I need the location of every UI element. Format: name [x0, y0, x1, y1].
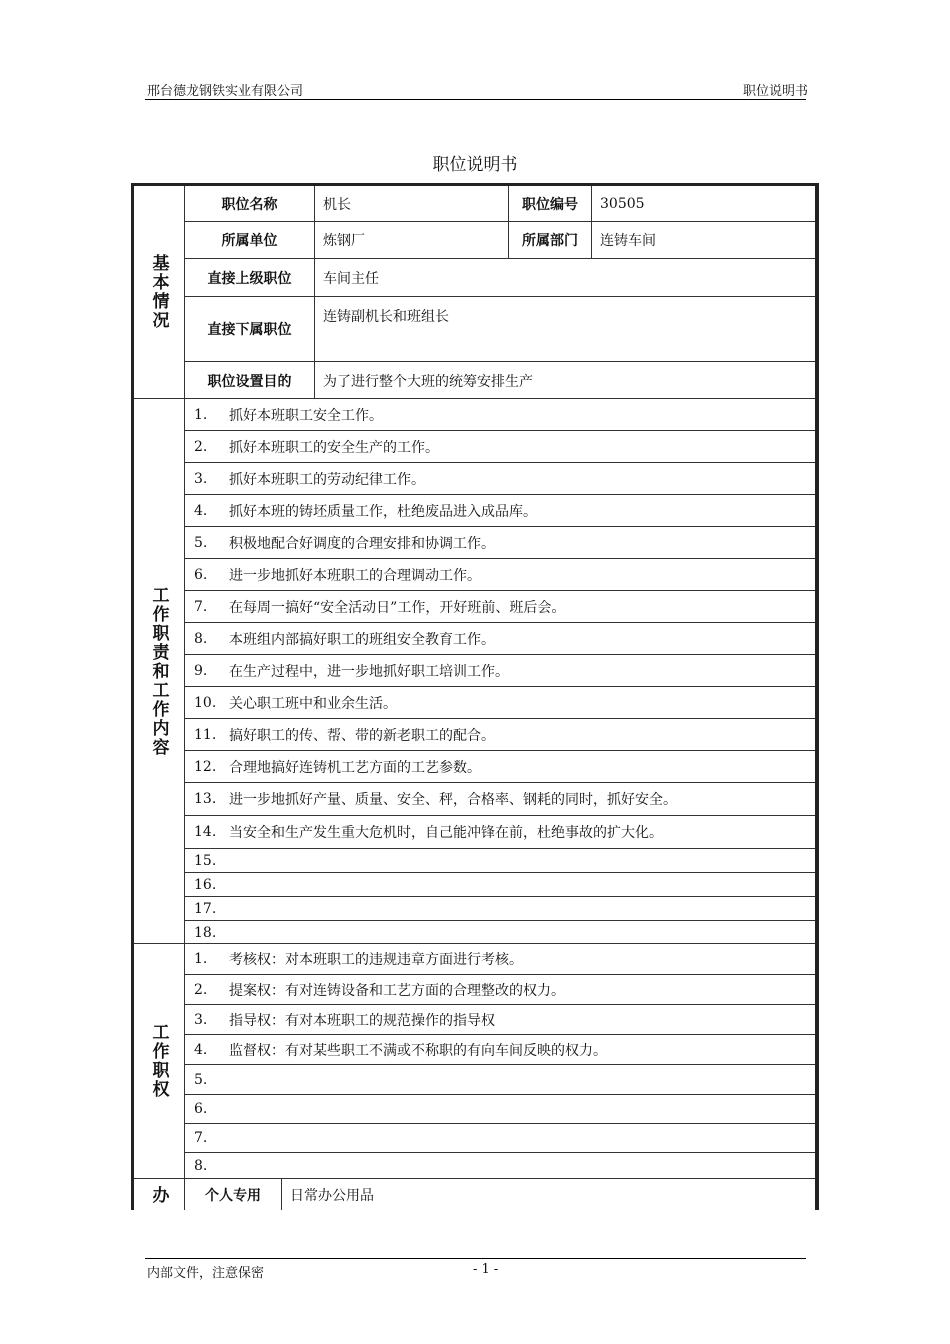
list-item-content: 抓好本班职工的安全生产的工作。 [229, 439, 439, 456]
list-item [185, 591, 815, 623]
list-item-text [185, 1005, 815, 1034]
list-item-text [185, 751, 815, 782]
list-item-number: 4. [194, 502, 208, 519]
list-item-number: 13. [194, 791, 217, 807]
list-item [185, 399, 815, 431]
list-item-text [185, 1153, 815, 1179]
office-personal-row [185, 1179, 815, 1210]
list-item-number: 2. [194, 438, 208, 455]
authority-label-cell [134, 944, 185, 1178]
list-item-number: 5. [194, 1071, 208, 1088]
unit-row [185, 222, 815, 259]
list-item-content: 抓好本班职工安全工作。 [229, 407, 383, 424]
list-item [185, 719, 815, 751]
basic-info-label-cell [134, 186, 185, 398]
list-item [185, 1095, 815, 1124]
office-section [134, 1179, 815, 1210]
list-item-number: 6. [194, 1101, 208, 1117]
list-item-content: 指导权：有对本班职工的规范操作的指导权 [229, 1012, 495, 1029]
list-item-text [185, 527, 815, 558]
list-item [185, 431, 815, 463]
list-item [185, 623, 815, 655]
subordinate-label: 直接下属职位 [185, 297, 315, 361]
list-item [185, 559, 815, 591]
list-item-number: 7. [194, 598, 208, 615]
superior-label: 直接上级职位 [185, 259, 315, 296]
list-item-text [185, 495, 815, 526]
list-item [185, 975, 815, 1005]
list-item-text [185, 719, 815, 750]
list-item [185, 1035, 815, 1065]
list-item-text [185, 783, 815, 815]
list-item [185, 1153, 815, 1179]
list-item-content: 在生产过程中，进一步地抓好职工培训工作。 [229, 663, 509, 680]
list-item-number: 15. [194, 852, 217, 869]
list-item-number: 10. [194, 694, 217, 711]
list-item-text [185, 431, 815, 462]
basic-info-section [134, 186, 815, 399]
authority-section [134, 944, 815, 1179]
list-item-content: 进一步地抓好本班职工的合理调动工作。 [229, 567, 481, 584]
office-personal-label: 个人专用 [185, 1179, 282, 1210]
list-item-content: 抓好本班职工的劳动纪律工作。 [229, 471, 425, 488]
header-doc-type: 职位说明书 [742, 84, 808, 99]
list-item-content: 积极地配合好调度的合理安排和协调工作。 [229, 535, 495, 552]
list-item-number: 3. [194, 470, 208, 487]
list-item-content: 在每周一搞好“安全活动日”工作，开好班前、班后会。 [229, 599, 566, 616]
duties-label-cell [134, 399, 185, 943]
list-item-number: 3. [194, 1011, 208, 1028]
footer-note: 内部文件，注意保密 [147, 1266, 265, 1281]
purpose-label: 职位设置目的 [185, 362, 315, 399]
authority-list [185, 944, 815, 1178]
list-item [185, 873, 815, 897]
list-item-number: 5. [194, 534, 208, 551]
list-item [185, 655, 815, 687]
purpose-row [185, 362, 815, 399]
basic-info-label: 基本情况 [148, 254, 169, 330]
list-item-content: 关心职工班中和业余生活。 [229, 695, 397, 712]
document-title: 职位说明书 [432, 155, 518, 175]
list-item [185, 1124, 815, 1153]
list-item [185, 783, 815, 816]
list-item [185, 897, 815, 921]
list-item-text [185, 873, 815, 896]
header-divider [145, 99, 806, 100]
list-item [185, 816, 815, 849]
list-item [185, 495, 815, 527]
job-name-value: 机长 [323, 196, 351, 213]
list-item-number: 8. [194, 630, 208, 647]
list-item-number: 12. [194, 758, 217, 775]
unit-value: 炼钢厂 [323, 233, 365, 249]
duties-label: 工作职责和工作内容 [148, 585, 169, 757]
list-item-number: 8. [194, 1158, 208, 1174]
list-item-number: 17. [194, 900, 217, 917]
list-item-text [185, 399, 815, 430]
list-item-text [185, 975, 815, 1004]
list-item [185, 1065, 815, 1095]
list-item-number: 16. [194, 876, 217, 893]
list-item-content: 当安全和生产发生重大危机时，自己能冲锋在前，杜绝事故的扩大化。 [229, 825, 663, 841]
list-item [185, 527, 815, 559]
purpose-value: 为了进行整个大班的统筹安排生产 [323, 373, 533, 390]
job-name-label: 职位名称 [185, 186, 315, 221]
superior-row [185, 259, 815, 297]
list-item [185, 687, 815, 719]
unit-label: 所属单位 [185, 222, 315, 258]
duties-section [134, 399, 815, 944]
header-company: 邢台德龙钢铁实业有限公司 [147, 84, 304, 99]
list-item-number: 1. [194, 406, 208, 423]
list-item-text [185, 463, 815, 494]
job-name-row [185, 186, 815, 222]
page-number: - 1 - [473, 1262, 499, 1277]
list-item-text [185, 623, 815, 654]
list-item-text [185, 921, 815, 944]
list-item-content: 监督权：有对某些职工不满或不称职的有向车间反映的权力。 [229, 1042, 607, 1059]
office-label: 办 [148, 1186, 169, 1205]
list-item-content: 本班组内部搞好职工的班组安全教育工作。 [229, 631, 495, 648]
list-item [185, 944, 815, 975]
list-item-content: 搞好职工的传、帮、带的新老职工的配合。 [229, 727, 495, 744]
superior-value: 车间主任 [323, 270, 379, 287]
duties-list [185, 399, 815, 943]
list-item-number: 11. [194, 726, 217, 743]
list-item-number: 7. [194, 1130, 208, 1146]
list-item-text [185, 897, 815, 920]
list-item-text [185, 849, 815, 872]
list-item-content: 合理地搞好连铸机工艺方面的工艺参数。 [229, 759, 481, 776]
list-item-text [185, 1095, 815, 1123]
dept-value: 连铸车间 [600, 233, 656, 249]
list-item [185, 921, 815, 944]
footer-divider [145, 1258, 806, 1259]
authority-label: 工作职权 [148, 1023, 169, 1099]
subordinate-value: 连铸副机长和班组长 [323, 309, 449, 325]
list-item-text [185, 816, 815, 848]
list-item-content: 抓好本班的铸坯质量工作，杜绝废品进入成品库。 [229, 503, 537, 520]
list-item-text [185, 944, 815, 974]
job-code-label: 职位编号 [508, 186, 592, 221]
office-personal-value: 日常办公用品 [290, 1188, 374, 1204]
list-item-number: 18. [194, 924, 217, 941]
job-code-value: 30505 [600, 195, 645, 212]
list-item-text [185, 687, 815, 718]
list-item-number: 14. [194, 824, 217, 840]
subordinate-row [185, 297, 815, 362]
list-item-number: 9. [194, 662, 208, 679]
list-item-number: 2. [194, 981, 208, 998]
list-item-text [185, 1124, 815, 1152]
list-item-text [185, 1035, 815, 1064]
list-item-text [185, 591, 815, 622]
list-item [185, 751, 815, 783]
list-item-text [185, 655, 815, 686]
list-item-number: 1. [194, 951, 208, 967]
list-item-content: 进一步地抓好产量、质量、安全、秤，合格率、钢耗的同时，抓好安全。 [229, 792, 677, 808]
list-item [185, 1005, 815, 1035]
list-item-number: 4. [194, 1041, 208, 1058]
list-item-content: 提案权：有对连铸设备和工艺方面的合理整改的权力。 [229, 982, 565, 999]
job-description-form [131, 183, 819, 1210]
list-item-text [185, 1065, 815, 1094]
list-item-content: 考核权：对本班职工的违规违章方面进行考核。 [229, 952, 523, 968]
list-item-text [185, 559, 815, 590]
list-item [185, 849, 815, 873]
list-item-number: 6. [194, 566, 208, 583]
dept-label: 所属部门 [508, 222, 592, 258]
list-item [185, 463, 815, 495]
office-label-cell [134, 1179, 185, 1210]
